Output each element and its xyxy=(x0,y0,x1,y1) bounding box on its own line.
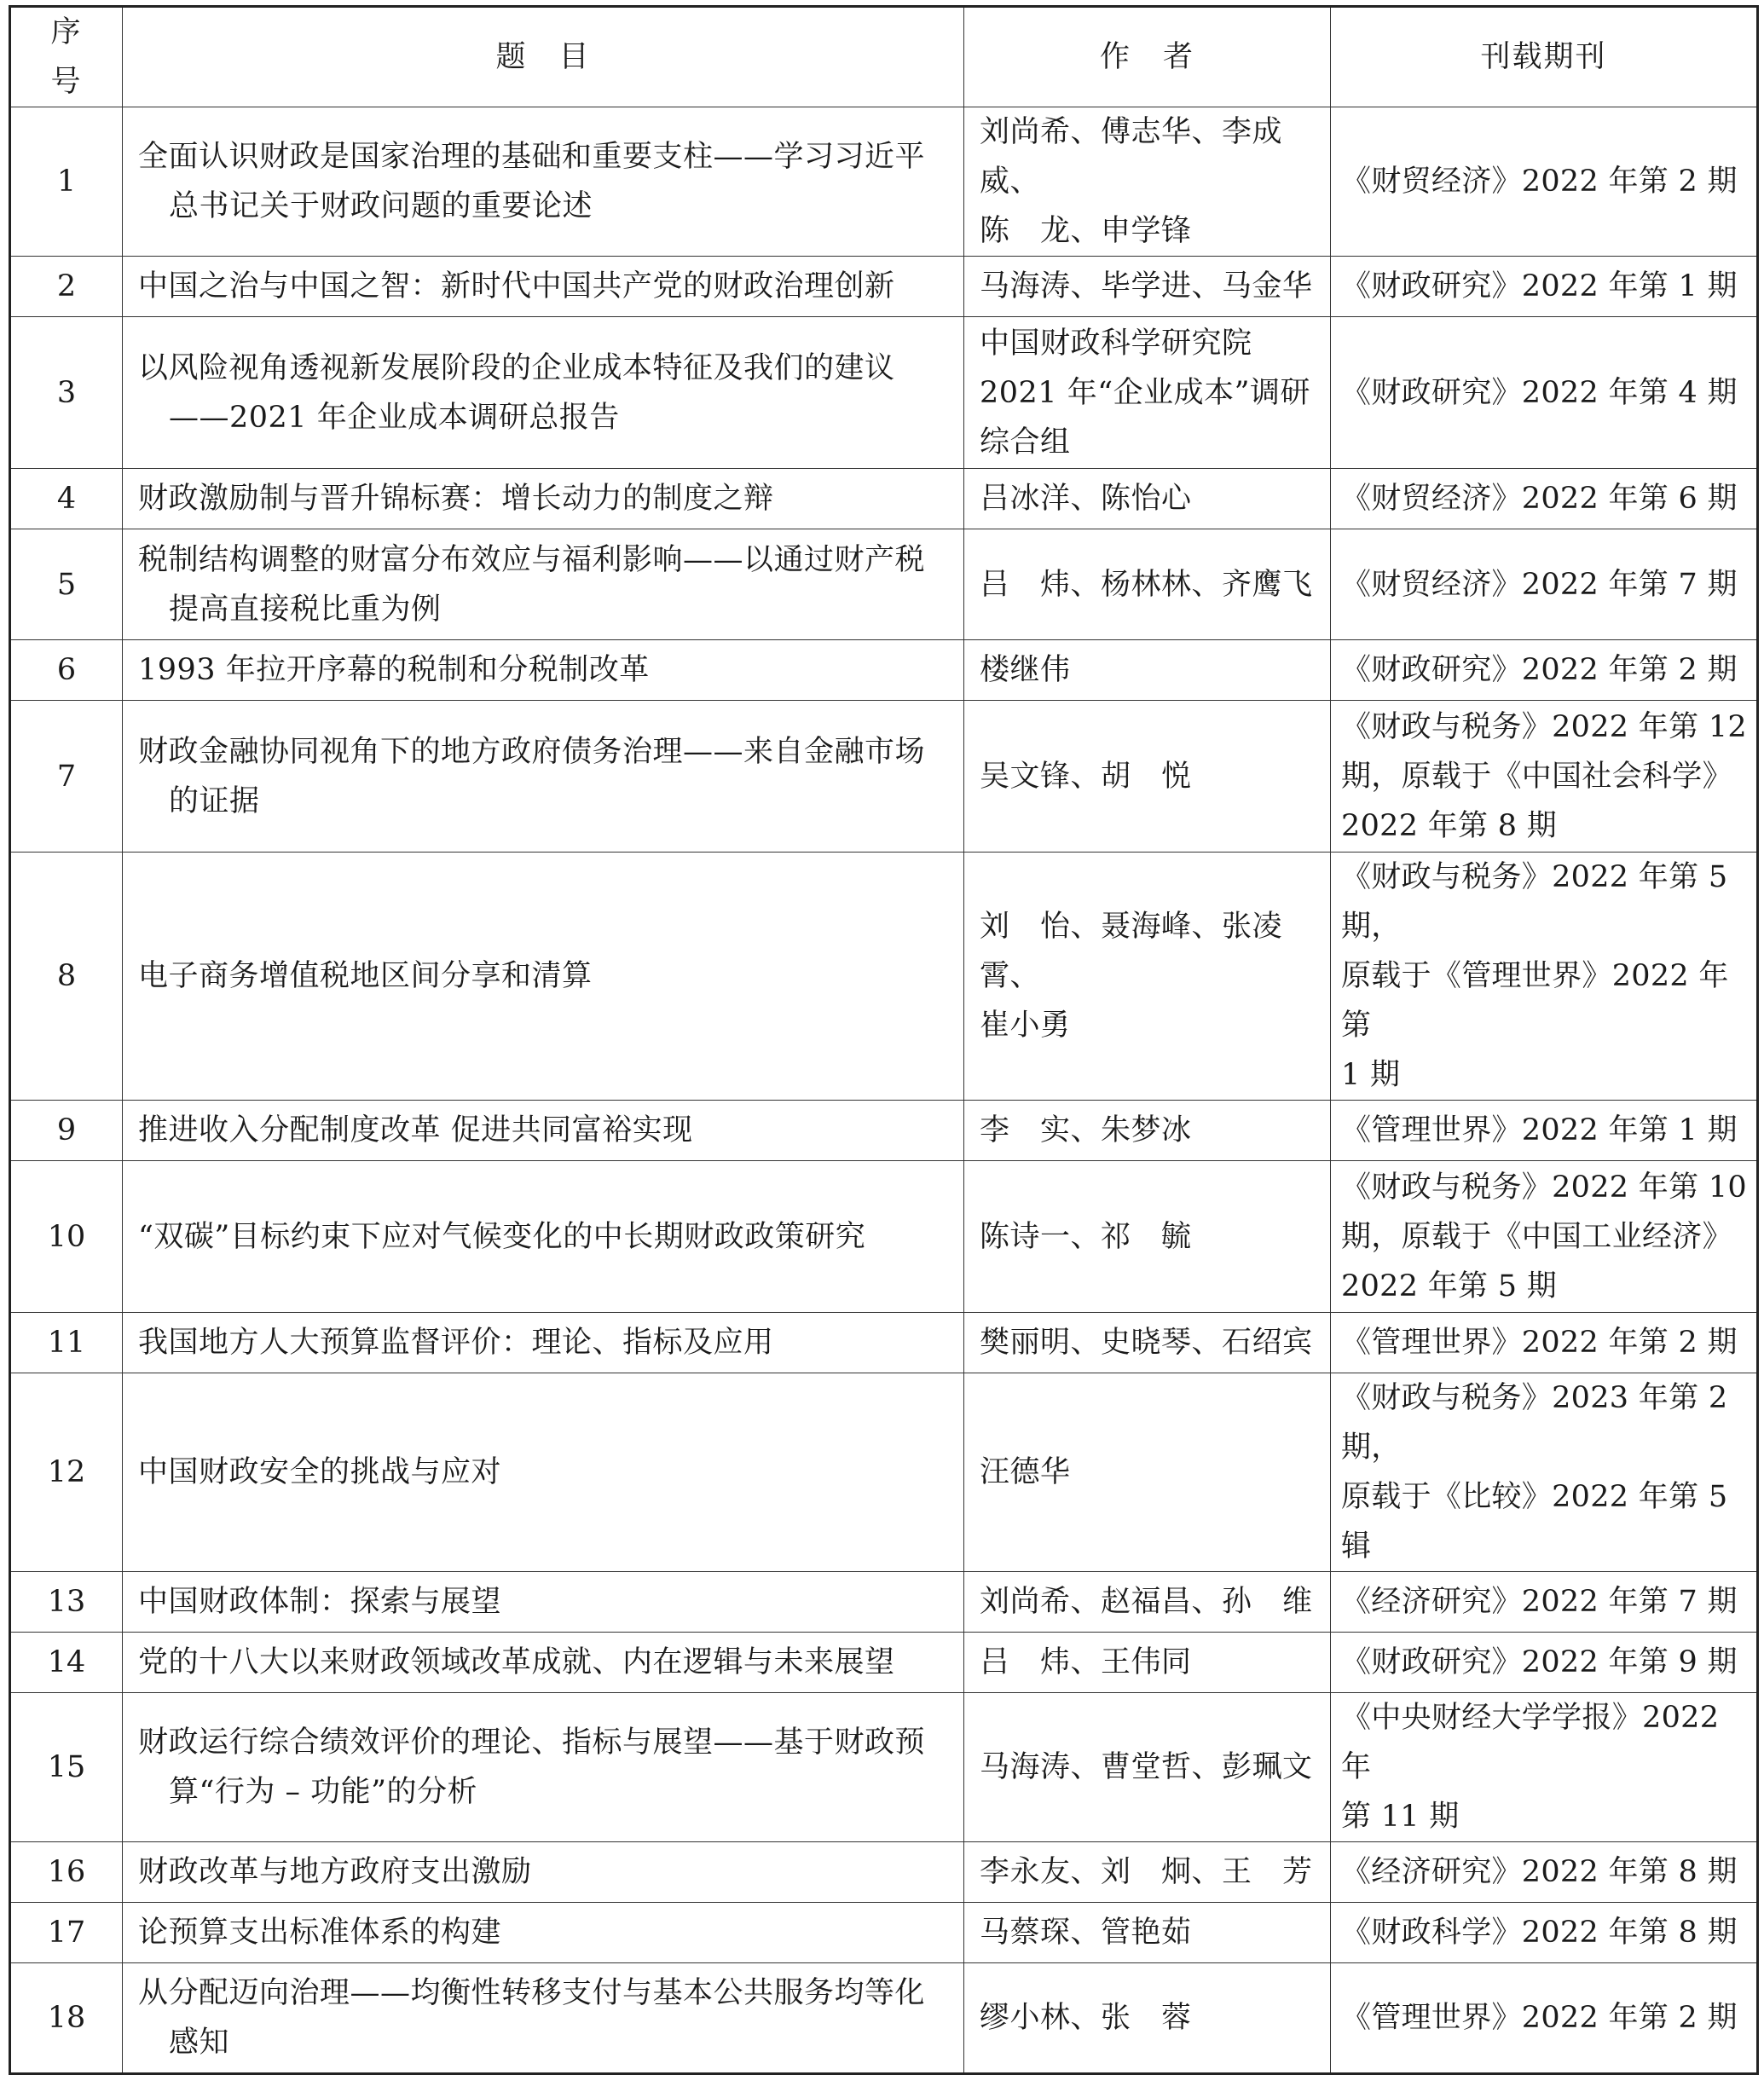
paper-authors xyxy=(964,701,1331,853)
paper-journal-line: 《财政与税务》2022 年第 12 xyxy=(1341,709,1747,744)
paper-journal-line: 《财贸经济》2022 年第 2 期 xyxy=(1341,165,1738,199)
paper-title-line: 1993 年拉开序幕的税制和分税制改革 xyxy=(138,653,650,687)
paper-title-line: “双碳”目标约束下应对气候变化的中长期财政政策研究 xyxy=(138,1219,866,1254)
paper-authors-line: 李 实、朱梦冰 xyxy=(980,1113,1192,1147)
table-row xyxy=(10,469,1758,529)
paper-authors xyxy=(964,1963,1331,2074)
paper-title-line: 推进收入分配制度改革 促进共同富裕实现 xyxy=(138,1113,693,1147)
paper-journal-line: 《经济研究》2022 年第 7 期 xyxy=(1341,1585,1738,1619)
table-row xyxy=(10,1572,1758,1633)
paper-journal xyxy=(1331,469,1758,529)
paper-title-line: 以风险视角透视新发展阶段的企业成本特征及我们的建议 xyxy=(138,350,895,385)
paper-journal-line: 第 11 期 xyxy=(1341,1800,1460,1834)
paper-authors-line: 陈诗一、祁 毓 xyxy=(980,1219,1192,1254)
row-number: 17 xyxy=(10,1903,123,1963)
paper-journal xyxy=(1331,1572,1758,1633)
paper-title xyxy=(123,1572,964,1633)
row-number: 2 xyxy=(10,257,123,317)
table-row xyxy=(10,1313,1758,1373)
row-number: 10 xyxy=(10,1161,123,1313)
paper-title xyxy=(123,1693,964,1842)
paper-journal-line: 《管理世界》2022 年第 2 期 xyxy=(1341,2001,1738,2035)
paper-title xyxy=(123,853,964,1101)
paper-journal-line: 《中央财经大学学报》2022 年 xyxy=(1341,1701,1720,1784)
paper-journal-line: 《财政与税务》2022 年第 5 期， xyxy=(1341,860,1728,944)
paper-journal xyxy=(1331,1693,1758,1842)
paper-journal xyxy=(1331,1842,1758,1903)
paper-title-line: 我国地方人大预算监督评价：理论、指标及应用 xyxy=(138,1326,774,1360)
header-author: 作 者 xyxy=(964,7,1331,107)
paper-authors-line: 楼继伟 xyxy=(980,653,1071,687)
paper-journal xyxy=(1331,107,1758,257)
paper-journal xyxy=(1331,257,1758,317)
paper-title-line: 中国之治与中国之智：新时代中国共产党的财政治理创新 xyxy=(138,269,895,303)
paper-title xyxy=(123,1161,964,1313)
paper-title xyxy=(123,107,964,257)
paper-title xyxy=(123,469,964,529)
paper-journal-line: 《管理世界》2022 年第 1 期 xyxy=(1341,1113,1738,1147)
paper-authors xyxy=(964,1633,1331,1693)
paper-authors-line: 2021 年“企业成本”调研 xyxy=(980,375,1310,410)
paper-authors-line: 马蔡琛、管艳茹 xyxy=(980,1916,1192,1950)
row-number: 9 xyxy=(10,1101,123,1161)
paper-authors xyxy=(964,1903,1331,1963)
paper-title xyxy=(123,701,964,853)
paper-authors-line: 吕 炜、王伟同 xyxy=(980,1645,1192,1679)
paper-journal-line: 原载于《管理世界》2022 年第 xyxy=(1341,959,1729,1043)
paper-authors-line: 李永友、刘 炯、王 芳 xyxy=(980,1855,1313,1889)
paper-title xyxy=(123,257,964,317)
paper-title-line: 财政金融协同视角下的地方政府债务治理——来自金融市场 xyxy=(138,734,926,769)
row-number: 8 xyxy=(10,853,123,1101)
paper-title-line: 财政改革与地方政府支出激励 xyxy=(138,1855,532,1889)
paper-journal xyxy=(1331,317,1758,469)
table-header-row xyxy=(10,7,1758,107)
row-number: 14 xyxy=(10,1633,123,1693)
table-body xyxy=(10,107,1758,2074)
row-number: 16 xyxy=(10,1842,123,1903)
paper-authors-line: 吕 炜、杨林林、齐鹰飞 xyxy=(980,567,1313,602)
row-number: 3 xyxy=(10,317,123,469)
paper-authors-line: 吕冰洋、陈怡心 xyxy=(980,482,1192,516)
row-number: 7 xyxy=(10,701,123,853)
paper-title-line: 财政运行综合绩效评价的理论、指标与展望——基于财政预 xyxy=(138,1725,926,1760)
paper-journal-line: 《财贸经济》2022 年第 6 期 xyxy=(1341,482,1738,516)
paper-authors xyxy=(964,1373,1331,1572)
paper-journal xyxy=(1331,1101,1758,1161)
table-row xyxy=(10,317,1758,469)
paper-journal xyxy=(1331,1373,1758,1572)
table-row xyxy=(10,1373,1758,1572)
paper-title-line: 的证据 xyxy=(169,783,260,818)
paper-authors xyxy=(964,1693,1331,1842)
paper-title xyxy=(123,1633,964,1693)
paper-journal-line: 1 期 xyxy=(1341,1058,1401,1092)
paper-authors xyxy=(964,469,1331,529)
header-title: 题 目 xyxy=(123,7,964,107)
paper-authors xyxy=(964,640,1331,701)
paper-title-line: 总书记关于财政问题的重要论述 xyxy=(169,189,593,223)
table-row xyxy=(10,640,1758,701)
paper-title-line: 电子商务增值税地区间分享和清算 xyxy=(138,959,593,993)
row-number: 5 xyxy=(10,529,123,640)
paper-title xyxy=(123,529,964,640)
paper-journal-line: 《财政研究》2022 年第 1 期 xyxy=(1341,269,1738,303)
paper-journal-line: 《财政研究》2022 年第 4 期 xyxy=(1341,375,1738,410)
paper-title xyxy=(123,1101,964,1161)
paper-authors xyxy=(964,853,1331,1101)
row-number: 15 xyxy=(10,1693,123,1842)
paper-authors-line: 樊丽明、史晓琴、石绍宾 xyxy=(980,1326,1313,1360)
paper-journal-line: 2022 年第 5 期 xyxy=(1341,1269,1558,1303)
paper-title-line: 论预算支出标准体系的构建 xyxy=(138,1916,502,1950)
paper-authors xyxy=(964,1161,1331,1313)
paper-authors xyxy=(964,529,1331,640)
paper-title xyxy=(123,1963,964,2074)
header-journal: 刊载期刊 xyxy=(1331,7,1758,107)
paper-journal-line: 《财政科学》2022 年第 8 期 xyxy=(1341,1916,1738,1950)
paper-title-line: 中国财政体制：探索与展望 xyxy=(138,1585,502,1619)
table-row xyxy=(10,1101,1758,1161)
table-row xyxy=(10,701,1758,853)
paper-title-line: 全面认识财政是国家治理的基础和重要支柱——学习习近平 xyxy=(138,140,926,174)
paper-authors-line: 崔小勇 xyxy=(980,1009,1071,1043)
row-number: 1 xyxy=(10,107,123,257)
table-row xyxy=(10,1633,1758,1693)
table-row xyxy=(10,853,1758,1101)
paper-journal xyxy=(1331,529,1758,640)
header-number: 序 号 xyxy=(10,7,123,107)
paper-title-line: 中国财政安全的挑战与应对 xyxy=(138,1455,502,1489)
paper-authors-line: 刘尚希、赵福昌、孙 维 xyxy=(980,1585,1313,1619)
paper-authors-line: 综合组 xyxy=(980,425,1071,460)
paper-authors-line: 吴文锋、胡 悦 xyxy=(980,759,1192,794)
paper-authors-line: 刘 怡、聂海峰、张凌霄、 xyxy=(980,910,1283,993)
paper-title xyxy=(123,1903,964,1963)
paper-journal-line: 原载于《比较》2022 年第 5 辑 xyxy=(1341,1480,1728,1563)
paper-journal-line: 2022 年第 8 期 xyxy=(1341,808,1558,843)
paper-authors-line: 汪德华 xyxy=(980,1455,1071,1489)
paper-title xyxy=(123,1373,964,1572)
paper-title-line: ——2021 年企业成本调研总报告 xyxy=(169,400,620,435)
paper-journal-line: 期，原载于《中国工业经济》 xyxy=(1341,1219,1732,1254)
paper-authors-line: 刘尚希、傅志华、李成威、 xyxy=(980,115,1283,199)
table-row xyxy=(10,1963,1758,2074)
paper-authors-line: 马海涛、曹堂哲、彭珮文 xyxy=(980,1750,1313,1784)
paper-title-line: 财政激励制与晋升锦标赛：增长动力的制度之辩 xyxy=(138,482,774,516)
paper-title-line: 感知 xyxy=(169,2026,230,2060)
paper-authors xyxy=(964,317,1331,469)
paper-authors-line: 中国财政科学研究院 xyxy=(980,326,1252,361)
paper-journal xyxy=(1331,640,1758,701)
row-number: 13 xyxy=(10,1572,123,1633)
paper-authors xyxy=(964,1313,1331,1373)
paper-authors-line: 陈 龙、申学锋 xyxy=(980,214,1192,248)
table-row xyxy=(10,257,1758,317)
paper-authors xyxy=(964,1572,1331,1633)
paper-title xyxy=(123,640,964,701)
paper-journal-line: 期，原载于《中国社会科学》 xyxy=(1341,759,1732,794)
paper-journal xyxy=(1331,701,1758,853)
paper-title-line: 算“行为 – 功能”的分析 xyxy=(169,1775,478,1809)
paper-title xyxy=(123,1842,964,1903)
paper-title-line: 提高直接税比重为例 xyxy=(169,592,442,627)
row-number: 4 xyxy=(10,469,123,529)
paper-title-line: 从分配迈向治理——均衡性转移支付与基本公共服务均等化 xyxy=(138,1976,926,2010)
row-number: 11 xyxy=(10,1313,123,1373)
paper-authors xyxy=(964,257,1331,317)
paper-authors xyxy=(964,1101,1331,1161)
papers-table xyxy=(9,5,1759,2075)
paper-journal-line: 《财政与税务》2023 年第 2 期， xyxy=(1341,1381,1728,1465)
paper-title xyxy=(123,1313,964,1373)
paper-journal-line: 《财政研究》2022 年第 2 期 xyxy=(1341,653,1738,687)
paper-journal xyxy=(1331,853,1758,1101)
paper-journal xyxy=(1331,1313,1758,1373)
table-row xyxy=(10,1693,1758,1842)
table-row xyxy=(10,1903,1758,1963)
row-number: 6 xyxy=(10,640,123,701)
paper-journal xyxy=(1331,1903,1758,1963)
table-row xyxy=(10,529,1758,640)
paper-authors-line: 马海涛、毕学进、马金华 xyxy=(980,269,1313,303)
paper-journal-line: 《管理世界》2022 年第 2 期 xyxy=(1341,1326,1738,1360)
row-number: 18 xyxy=(10,1963,123,2074)
paper-journal-line: 《财政与税务》2022 年第 10 xyxy=(1341,1170,1747,1205)
table-row xyxy=(10,107,1758,257)
paper-title xyxy=(123,317,964,469)
paper-journal xyxy=(1331,1963,1758,2074)
paper-authors-line: 缪小林、张 蓉 xyxy=(980,2001,1192,2035)
row-number: 12 xyxy=(10,1373,123,1572)
paper-title-line: 税制结构调整的财富分布效应与福利影响——以通过财产税 xyxy=(138,542,926,577)
paper-journal xyxy=(1331,1633,1758,1693)
paper-journal-line: 《经济研究》2022 年第 8 期 xyxy=(1341,1855,1738,1889)
paper-authors xyxy=(964,1842,1331,1903)
paper-authors xyxy=(964,107,1331,257)
paper-journal xyxy=(1331,1161,1758,1313)
paper-journal-line: 《财贸经济》2022 年第 7 期 xyxy=(1341,567,1738,602)
table-row xyxy=(10,1842,1758,1903)
paper-journal-line: 《财政研究》2022 年第 9 期 xyxy=(1341,1645,1738,1679)
paper-title-line: 党的十八大以来财政领域改革成就、内在逻辑与未来展望 xyxy=(138,1645,895,1679)
table-row xyxy=(10,1161,1758,1313)
